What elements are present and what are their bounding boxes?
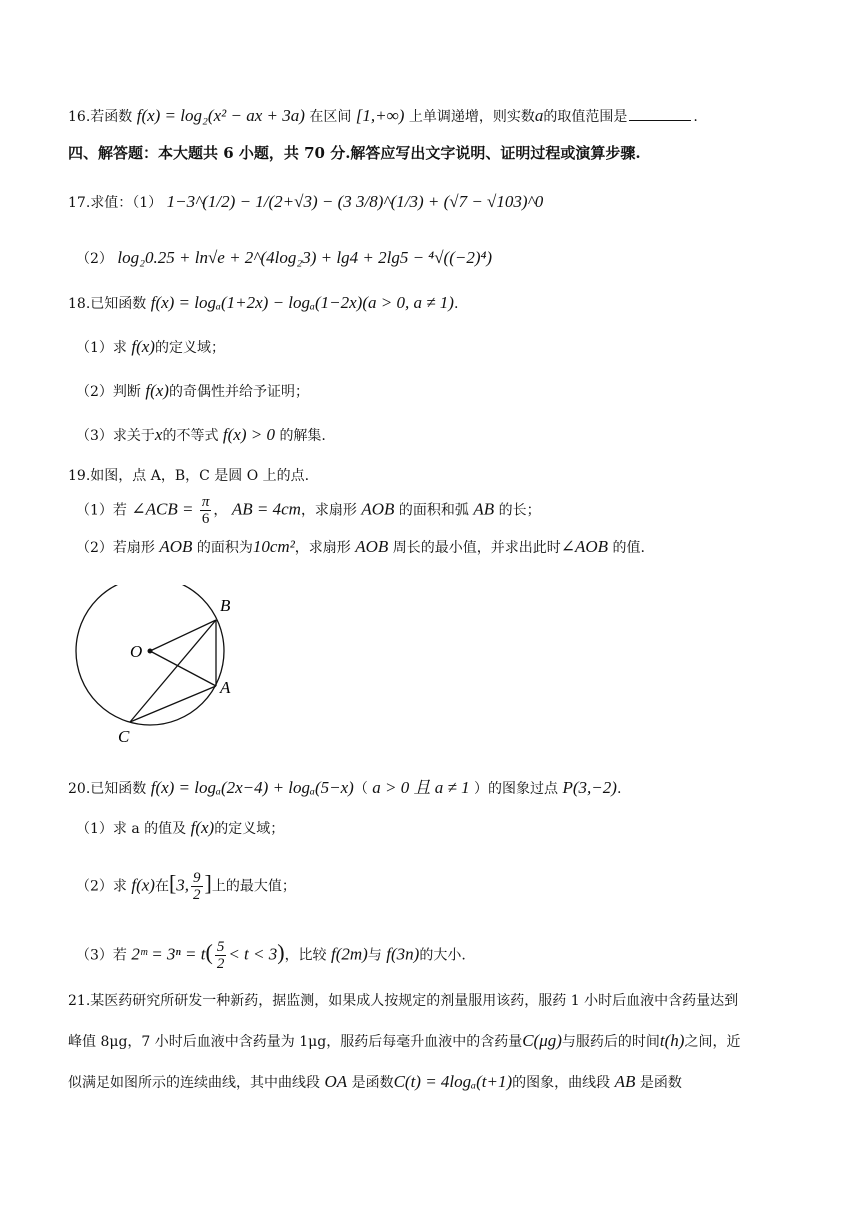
q17-line2 (76, 248, 492, 268)
q20-p2-fraction (191, 870, 203, 903)
q16-var: a (534, 106, 544, 125)
q19-p1-aob: AOB (361, 499, 395, 519)
q20-p3-text2: 与 (367, 947, 382, 964)
q19-p1-label: （1）若 (76, 502, 127, 519)
q20-p3-paren-right: ) (277, 939, 285, 965)
q18-p1-f: f(x) (131, 337, 155, 356)
q20-part3 (76, 939, 466, 972)
q16-formula: f(x) = log₂(x² − ax + 3a) (136, 106, 305, 125)
q18-part2 (76, 381, 309, 401)
q17-label: 17.求值：（1） (68, 195, 163, 211)
q20-p2-bracket-left: [ (168, 870, 177, 896)
q21-line2 (68, 1031, 740, 1051)
q16-prefix: 16.若函数 (68, 109, 133, 125)
q20-p3-frac-den: 2 (216, 956, 225, 972)
answer-blank (629, 120, 691, 121)
q19-p2-angle: ∠AOB (560, 537, 609, 556)
q20-stem (68, 773, 621, 798)
q16-suffix: 的取值范围是 (543, 109, 628, 125)
q21-line3-ab: AB (614, 1072, 636, 1091)
q19-p2-area: 10cm² (252, 537, 295, 556)
section-heading: 四、解答题：本大题共 6 小题，共 70 分.解答应写出文字说明、证明过程或演算步骤. (68, 144, 641, 162)
q19-p2-text4: 的值. (612, 540, 645, 556)
q20-p3-inequality: < t < 3 (228, 944, 278, 964)
q18-part1 (76, 337, 225, 357)
q21-line3-text3: 的图象，曲线段 (512, 1075, 611, 1091)
q20-stem-prefix: 20.已知函数 (68, 781, 147, 797)
q20-p2-bracket-right: ] (204, 870, 212, 896)
q18-p2-label: （2）判断 (76, 384, 141, 400)
q17-line1 (68, 192, 543, 212)
q20-p2-frac-den: 2 (193, 887, 201, 903)
q20-p2-f: f(x) (131, 875, 155, 895)
q18-p1-text: 的定义域； (154, 340, 225, 356)
segment-CA (130, 686, 216, 722)
segment-BC (130, 620, 216, 722)
q19-p2-text1: 的面积为 (196, 540, 253, 556)
q20-part1 (76, 818, 284, 838)
q16-line (68, 106, 698, 126)
q20-p3-f2: f(3n) (386, 944, 420, 964)
q18-p2-text: 的奇偶性并给予证明； (168, 384, 309, 400)
q20-p2-text2: 上的最大值； (211, 878, 296, 895)
q19-p1-frac-den: 6 (201, 511, 210, 527)
q16-mid: 在区间 (309, 109, 352, 125)
q18-stem (68, 293, 458, 313)
q16-interval: [1,+∞) (355, 106, 405, 125)
q17-part2-formula: log₂0.25 + ln√e + 2^(4log₂3) + lg4 + 2lg5 − ⁴√((−2)⁴) (117, 248, 493, 267)
q19-stem: 19.如图，点 A，B，C 是圆 O 上的点. (68, 468, 310, 484)
q18-p3-label: （3）求关于 (76, 428, 155, 444)
q20-stem-point: P(3,−2) (562, 778, 617, 797)
q21-line2-text2: 与服药后的时间 (561, 1034, 660, 1050)
q19-p1-text2: 的面积和弧 (398, 502, 469, 519)
q20-stem-condition: a > 0 且 a ≠ 1 (372, 778, 470, 797)
q20-p2-frac-num: 9 (193, 870, 201, 886)
label-C: C (118, 727, 130, 746)
q19-p1-arc: AB (473, 499, 495, 519)
q18-stem-end: . (453, 296, 459, 312)
q21-line2-t: t(h) (659, 1031, 685, 1050)
q19-p2-label: （2）若扇形 (76, 540, 155, 556)
q20-p3-text1: ，比较 (284, 947, 327, 964)
segment-OA (150, 651, 216, 686)
q20-p2-label: （2）求 (76, 878, 127, 895)
q20-p2-text1: 在 (154, 878, 169, 895)
q16-end: . (693, 109, 698, 125)
q21-line3-oa: OA (324, 1072, 348, 1091)
q19-p1-text1: ，求扇形 (300, 502, 357, 519)
q21-line1: 21.某医药研究所研发一种新药，据监测，如果成人按规定的剂量服用该药，服药 1 小时后血液中含药量达到 (68, 993, 739, 1009)
circle-figure (72, 585, 242, 750)
q19-p1-text3: 的长； (498, 502, 541, 519)
q20-stem-paren-open: （ (353, 781, 368, 797)
q19-p1-fraction (200, 494, 212, 527)
q21-line2-text1: 峰值 8μg，7 小时后血液中含药量为 1μg，服药后每毫升血液中的含药量 (68, 1034, 523, 1050)
q19-p2-text3: 周长的最小值，并求出此时 (392, 540, 561, 556)
q20-stem-end: . (616, 781, 622, 797)
q20-p3-label: （3）若 (76, 947, 127, 964)
q18-p3-text: 的不等式 (162, 428, 219, 444)
q18-p3-end: 的解集. (279, 428, 326, 444)
q19-p1-angle: ∠ACB = (131, 499, 194, 519)
q19-part1 (76, 494, 541, 527)
q21-line3-text4: 是函数 (639, 1075, 682, 1091)
label-A: A (220, 678, 231, 697)
q19-p2-text2: ，求扇形 (294, 540, 351, 556)
q20-p3-frac-num: 5 (216, 939, 225, 955)
q20-p3-paren-left: ( (205, 939, 213, 965)
label-O: O (130, 642, 143, 661)
q21-line3-text2: 是函数 (351, 1075, 394, 1091)
q17-part1-formula: 1−3^(1/2) − 1/(2+√3) − (3 3/8)^(1/3) + (√7 − √103)^0 (166, 192, 544, 211)
q19-p2-aob2: AOB (355, 537, 389, 556)
circle-diagram (72, 585, 242, 750)
q20-p2-interval-left: 3, (176, 875, 190, 895)
q18-p2-f: f(x) (145, 381, 169, 400)
q16-mid2: 上单调递增，则实数 (408, 109, 535, 125)
q19-p1-frac-num: π (201, 494, 210, 510)
q18-p3-f: f(x) > 0 (222, 425, 275, 444)
q19-p2-aob: AOB (159, 537, 193, 556)
q20-p3-f1: f(2m) (331, 944, 368, 964)
q20-p3-text3: 的大小. (419, 947, 466, 964)
q21-line3 (68, 1072, 682, 1092)
q21-line3-text1: 似满足如图所示的连续曲线，其中曲线段 (68, 1075, 320, 1091)
q18-p3-x: x (154, 425, 163, 444)
q20-p1-text: （1）求 a 的值及 (76, 821, 187, 837)
q20-stem-text: ）的图象过点 (474, 781, 559, 797)
label-B: B (220, 596, 231, 615)
q21-line2-c: C(μg) (522, 1031, 562, 1050)
q21-line3-formula: C(t) = 4logₐ(t+1) (393, 1072, 513, 1091)
segment-OB (150, 620, 216, 651)
center-dot (148, 649, 153, 654)
q20-part2 (76, 870, 296, 903)
q19-p1-ab: AB = 4cm (231, 499, 301, 519)
q18-p1-label: （1）求 (76, 340, 127, 356)
q19-part2 (76, 537, 645, 557)
q20-p1-f: f(x) (190, 818, 215, 837)
q18-part3 (76, 425, 326, 445)
q20-p1-text2: 的定义域； (214, 821, 285, 837)
q18-stem-prefix: 18.已知函数 (68, 296, 147, 312)
circle-outline (76, 585, 224, 725)
q20-p3-fraction (215, 939, 227, 972)
q18-stem-formula: f(x) = logₐ(1+2x) − logₐ(1−2x)(a > 0, a ≠ 1) (150, 293, 454, 312)
q20-stem-formula: f(x) = logₐ(2x−4) + logₐ(5−x) (150, 778, 354, 797)
q21-line2-text3: 之间，近 (684, 1034, 741, 1050)
q19-p1-comma: ， (213, 502, 228, 519)
q20-p3-equation: 2ᵐ = 3ⁿ = t (131, 944, 206, 964)
q17-part2-label: （2） (76, 251, 113, 267)
